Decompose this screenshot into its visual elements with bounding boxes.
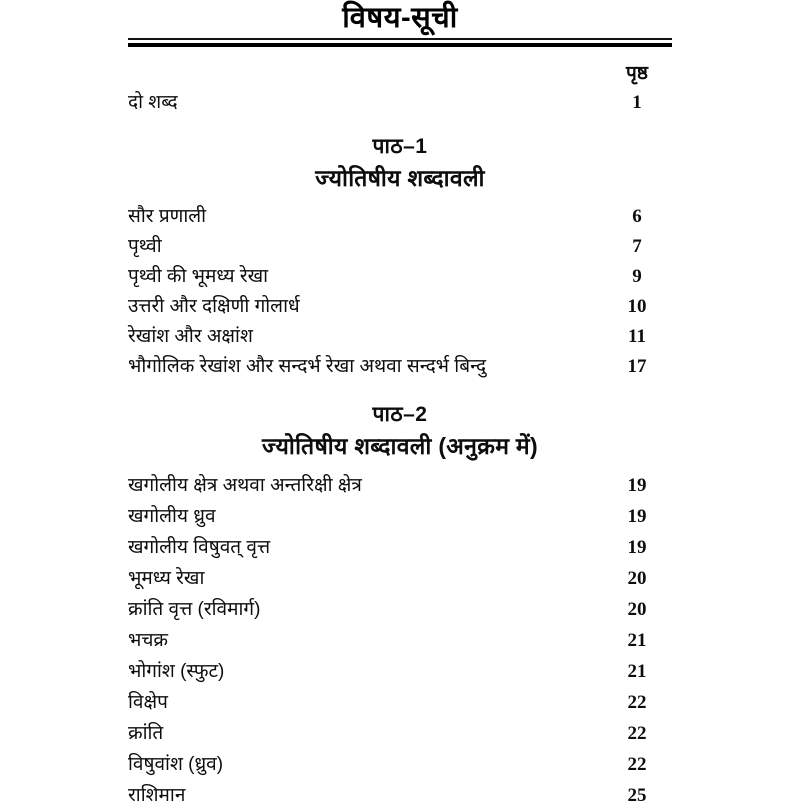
toc-entry-page: 1 <box>632 92 642 113</box>
toc-entry-title: खगोलीय विषुवत् वृत्त <box>128 537 271 558</box>
list-item[interactable] <box>128 594 672 625</box>
list-item[interactable] <box>128 232 672 262</box>
toc-entry-page: 10 <box>627 296 647 317</box>
divider-line-thick <box>128 43 672 47</box>
section-1-entries <box>128 202 672 382</box>
toc-entry-title: विषुवांश (ध्रुव) <box>128 754 224 775</box>
toc-entry-page: 19 <box>627 537 647 558</box>
list-item[interactable] <box>128 322 672 352</box>
toc-entry-title: भोगांश (स्फुट) <box>128 661 225 682</box>
toc-entry-title: क्रांति वृत्त (रविमार्ग) <box>128 599 261 620</box>
list-item[interactable] <box>128 718 672 749</box>
toc-entry-title: खगोलीय ध्रुव <box>128 506 216 527</box>
toc-entry-page: 17 <box>627 356 647 377</box>
list-item[interactable] <box>128 501 672 532</box>
toc-entry-title: पृथ्वी <box>128 236 162 257</box>
list-item[interactable] <box>128 532 672 563</box>
section-heading-2 <box>128 400 672 462</box>
toc-entry-page: 11 <box>628 326 646 347</box>
toc-entry-title: भौगोलिक रेखांश और सन्दर्भ रेखा अथवा सन्दर्भ बिन्दु <box>128 356 487 377</box>
toc-entry-title: क्रांति <box>128 723 164 744</box>
toc-entry-title: दो शब्द <box>128 92 178 113</box>
toc-entry-page: 9 <box>632 266 642 287</box>
toc-content <box>128 88 672 811</box>
section-spacer <box>128 382 672 400</box>
list-item[interactable] <box>128 202 672 232</box>
list-item[interactable] <box>128 563 672 594</box>
toc-entry-title: उत्तरी और दक्षिणी गोलार्ध <box>128 296 300 317</box>
toc-entry-page: 21 <box>627 661 647 682</box>
toc-entry-page: 20 <box>627 568 647 589</box>
toc-entry-page: 19 <box>627 475 647 496</box>
list-item[interactable] <box>128 292 672 322</box>
toc-entry-title: विक्षेप <box>128 692 168 713</box>
toc-entry-title: खगोलीय क्षेत्र अथवा अन्तरिक्षी क्षेत्र <box>128 475 362 496</box>
list-item[interactable] <box>128 88 672 118</box>
section-spacer <box>128 118 672 132</box>
list-item[interactable] <box>128 749 672 780</box>
list-item[interactable] <box>128 625 672 656</box>
section-title: ज्योतिषीय शब्दावली <box>315 165 485 191</box>
lesson-label: पाठ–1 <box>372 135 428 158</box>
toc-entry-title: भूमध्य रेखा <box>128 568 205 589</box>
toc-entry-page: 6 <box>632 206 642 227</box>
toc-entry-title: राशिमान <box>128 785 186 806</box>
toc-entry-page: 22 <box>627 692 647 713</box>
toc-entry-title: सौर प्रणाली <box>128 206 207 227</box>
list-item[interactable] <box>128 470 672 501</box>
section-title: ज्योतिषीय शब्दावली (अनुक्रम में) <box>262 433 538 459</box>
lesson-label: पाठ–2 <box>372 403 428 426</box>
toc-entry-title: भचक्र <box>128 630 169 651</box>
toc-entry-page: 19 <box>627 506 647 527</box>
toc-entry-title: पृथ्वी की भूमध्य रेखा <box>128 266 269 287</box>
toc-entry-page: 21 <box>627 630 647 651</box>
toc-entry-page: 22 <box>627 754 647 775</box>
list-item[interactable] <box>128 262 672 292</box>
toc-entry-page: 22 <box>627 723 647 744</box>
list-item[interactable] <box>128 352 672 382</box>
title-divider <box>128 38 672 47</box>
column-header-row <box>128 62 672 86</box>
list-item[interactable] <box>128 656 672 687</box>
toc-entry-title: रेखांश और अक्षांश <box>128 326 253 347</box>
section-spacer <box>128 462 672 470</box>
list-item[interactable] <box>128 687 672 718</box>
section-heading-1 <box>128 132 672 194</box>
toc-entry-page: 25 <box>627 785 647 806</box>
toc-entry-page: 7 <box>632 236 642 257</box>
list-item[interactable] <box>128 780 672 811</box>
section-2-entries <box>128 470 672 811</box>
section-spacer <box>128 194 672 202</box>
toc-entry-page: 20 <box>627 599 647 620</box>
page-column-header: पृष्ठ <box>626 63 648 84</box>
page-title: विषय-सूची <box>342 2 458 34</box>
